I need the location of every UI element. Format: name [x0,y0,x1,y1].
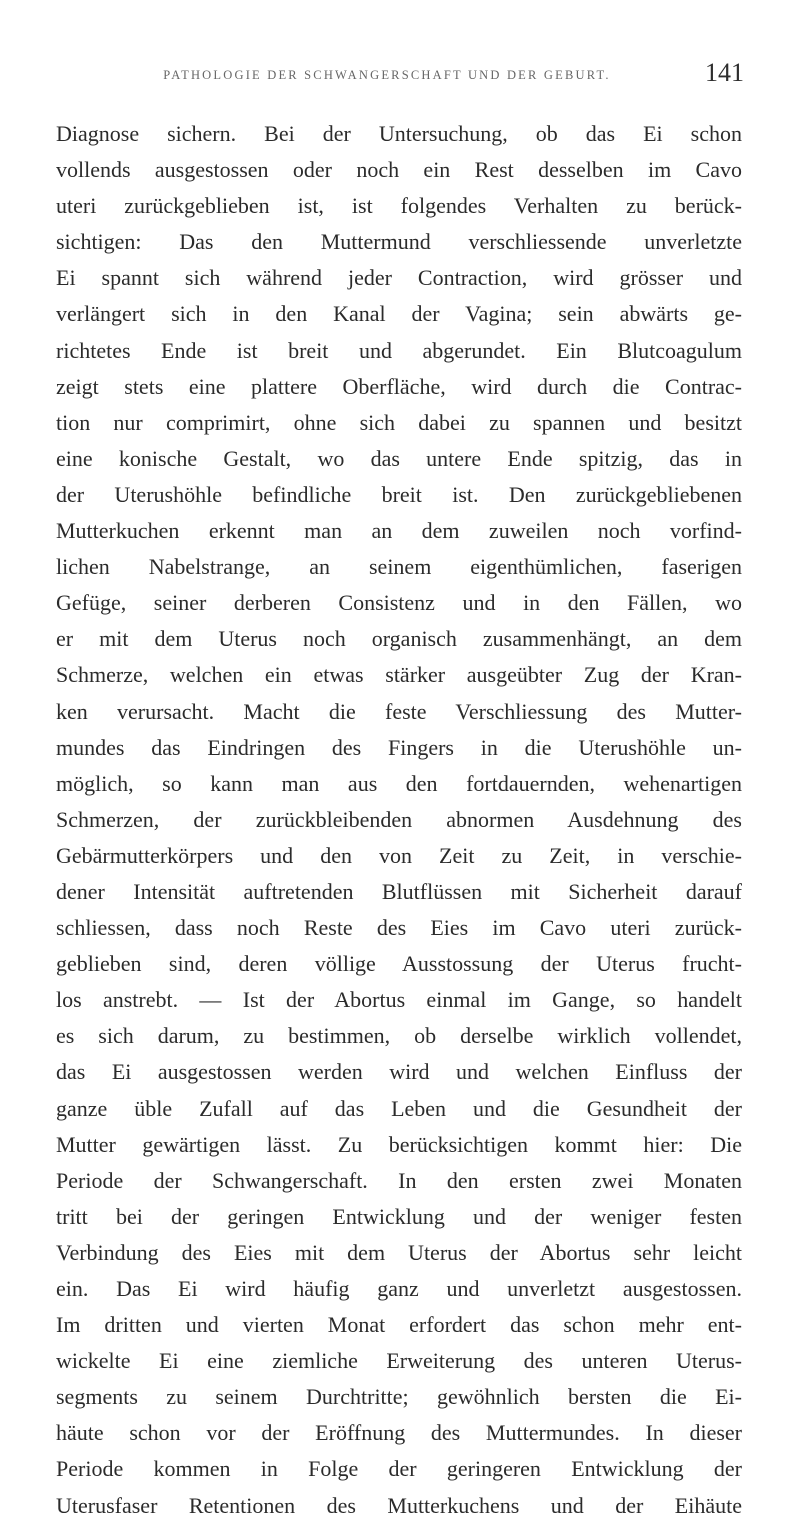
running-head: PATHOLOGIE DER SCHWANGERSCHAFT UND DER GEBURT. [163,68,611,82]
text-line: ken verursacht. Macht die feste Verschliessung des Mutter- [56,698,742,724]
text-line: schliessen, dass noch Reste des Eies im Cavo uteri zurück- [56,915,742,941]
text-line: häute schon vor der Eröffnung des Muttermundes. In dieser [56,1420,742,1446]
text-line: ganze üble Zufall auf das Leben und die Gesundheit der [56,1095,742,1121]
text-line: los anstrebt. — Ist der Abortus einmal im Gange, so handelt [56,987,742,1013]
text-line: verlängert sich in den Kanal der Vagina; sein abwärts ge- [56,301,742,327]
page-number: 141 [705,58,744,87]
text-line: vollends ausgestossen oder noch ein Rest desselben im Cavo [56,157,742,183]
text-line: uteri zurückgeblieben ist, ist folgendes Verhalten zu berück- [56,193,742,219]
text-line: eine konische Gestalt, wo das untere Ende spitzig, das in [56,445,742,471]
text-line: Uterusfaser Retentionen des Mutterkuchens und der Eihäute [56,1492,742,1518]
text-line: sichtigen: Das den Muttermund verschliessende unverletzte [56,229,742,255]
text-line: ein. Das Ei wird häufig ganz und unverletzt ausgestossen. [56,1276,742,1301]
text-line: möglich, so kann man aus den fortdauernden, wehenartigen [56,770,742,796]
text-line: tritt bei der geringen Entwicklung und der weniger festen [56,1203,742,1229]
text-line: es sich darum, zu bestimmen, ob derselbe wirklich vollendet, [56,1023,742,1049]
text-line: zeigt stets eine plattere Oberfläche, wird durch die Contrac- [56,373,742,399]
text-line: geblieben sind, deren völlige Ausstossung der Uterus frucht- [56,951,742,977]
body-text [56,116,742,1524]
text-line: Verbindung des Eies mit dem Uterus der Abortus sehr leicht [56,1239,742,1265]
text-line: tion nur comprimirt, ohne sich dabei zu spannen und besitzt [56,409,742,435]
text-line: Gefüge, seiner derberen Consistenz und in den Fällen, wo [56,590,742,616]
text-line: dener Intensität auftretenden Blutflüssen mit Sicherheit darauf [56,878,742,904]
text-line: Periode kommen in Folge der geringeren Entwicklung der [56,1456,742,1482]
text-line: segments zu seinem Durchtritte; gewöhnlich bersten die Ei- [56,1384,742,1410]
text-line: er mit dem Uterus noch organisch zusammenhängt, an dem [56,626,742,652]
text-line: Periode der Schwangerschaft. In den ersten zwei Monaten [56,1167,742,1193]
text-line: Mutter gewärtigen lässt. Zu berücksichtigen kommt hier: Die [56,1131,742,1157]
text-line: Gebärmutterkörpers und den von Zeit zu Zeit, in verschie- [56,842,742,868]
text-line: mundes das Eindringen des Fingers in die Uterushöhle un- [56,734,742,760]
page-header [56,58,744,98]
text-line: Schmerze, welchen ein etwas stärker ausgeübter Zug der Kran- [56,662,742,688]
text-line: der Uterushöhle befindliche breit ist. Den zurückgebliebenen [56,481,742,507]
text-line: das Ei ausgestossen werden wird und welchen Einfluss der [56,1059,742,1085]
text-line: wickelte Ei eine ziemliche Erweiterung des unteren Uterus- [56,1348,742,1374]
text-line: lichen Nabelstrange, an seinem eigenthümlichen, faserigen [56,554,742,580]
text-line: Ei spannt sich während jeder Contraction, wird grösser und [56,265,742,291]
text-line: Diagnose sichern. Bei der Untersuchung, ob das Ei schon [56,121,742,146]
text-line: Schmerzen, der zurückbleibenden abnormen Ausdehnung des [56,806,742,832]
text-line: Im dritten und vierten Monat erfordert das schon mehr ent- [56,1312,742,1338]
text-line: Mutterkuchen erkennt man an dem zuweilen noch vorfind- [56,518,742,544]
text-line: richtetes Ende ist breit und abgerundet. Ein Blutcoagulum [56,337,742,363]
